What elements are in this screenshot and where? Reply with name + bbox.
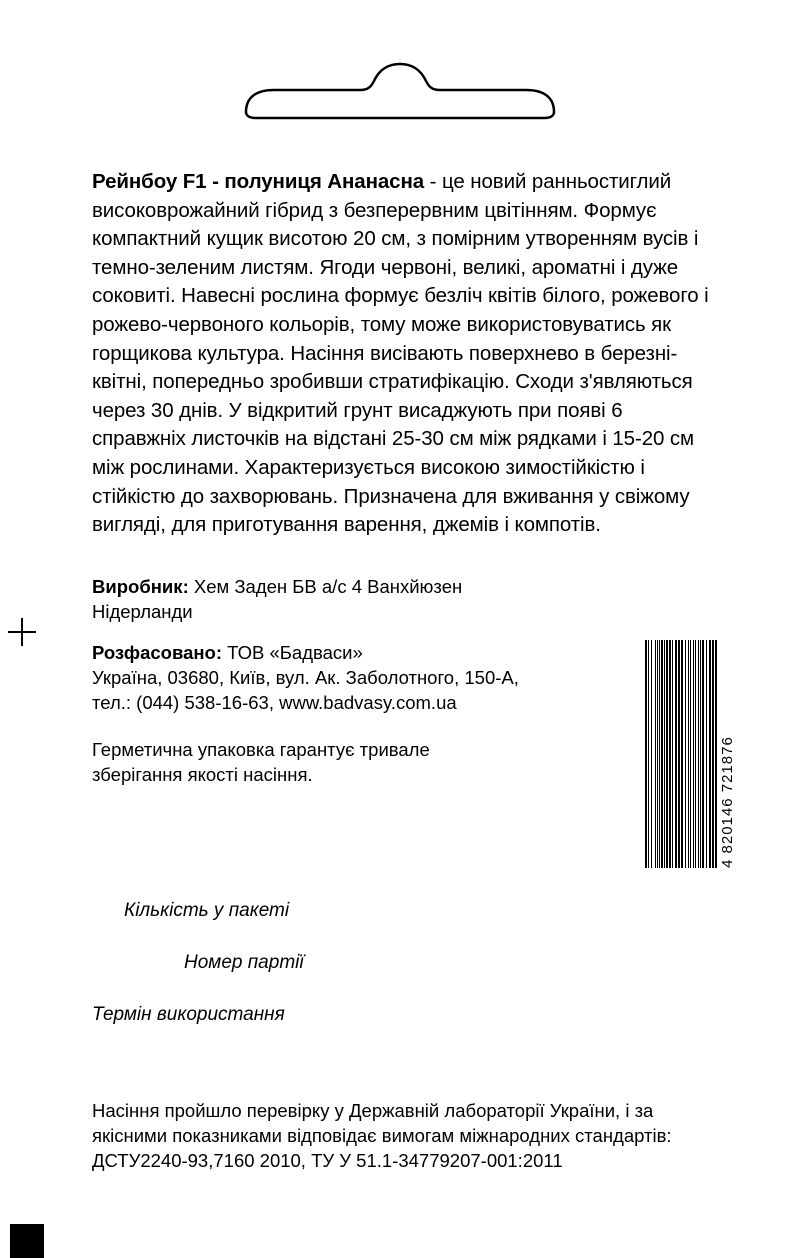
- writable-fields: [92, 898, 720, 1028]
- footer-line-1: Насіння пройшло перевірку у Державній лабораторії України, і за: [92, 1100, 654, 1121]
- guarantee-block: [92, 737, 552, 787]
- field-quantity-label: Кількість у пакеті: [124, 900, 290, 921]
- description-block: [92, 168, 720, 787]
- producer-label: Виробник:: [92, 575, 189, 597]
- guarantee-line-1: Герметична упаковка гарантує тривале: [92, 738, 430, 760]
- producer-row: [92, 574, 572, 624]
- footer-line-2: якісними показниками відповідає вимогам міжнародних стандартів:: [92, 1125, 672, 1146]
- packer-row: [92, 640, 572, 715]
- print-registration-square: [10, 1224, 44, 1258]
- barcode: [645, 640, 735, 890]
- company-info-block: [92, 574, 572, 715]
- product-description-body: - це новий ранньостиглий високоврожайний гібрид з безперервним цвітінням. Формує компактний кущик висотою 20 см, з помірним утворенням вусів і темно-зеленим листям. Ягоди червоні, великі, ароматні і дуже соковиті. Навесні рослина формує безліч квітів білого, рожевого і рожево-червоного кольорів, тому може використовуватись як горщикова культура. Насіння висівають поверхнево в березні-квітні, попередньо зробивши стратифікацію. Сходи з'являються через 30 днів. У відкритий грунт висаджують при появі 6 справжніх листочків на відстані 25-30 см між рядками і 15-20 см між рослинами. Характеризується високою зимостійкістю і стійкістю до захворювань. Призначена для вживання у свіжому вигляді, для приготування варення, джемів і компотів.: [92, 170, 709, 537]
- product-title: Рейнбоу F1 - полуниця Ананасна: [92, 170, 425, 193]
- packer-label: Розфасовано:: [92, 641, 223, 663]
- barcode-number: 4 820146 721876: [719, 736, 736, 868]
- barcode-bars: [645, 640, 717, 868]
- product-description: [92, 168, 720, 540]
- packer-line: [92, 640, 572, 665]
- guarantee-line-2: зберігання якості насіння.: [92, 763, 313, 785]
- field-batch-label: Номер партії: [184, 952, 304, 973]
- producer-value: Хем Заден БВ а/с 4 Ванхйюзен: [188, 575, 463, 597]
- packer-contact: тел.: (044) 538-16-63, www.badvasy.com.ua: [92, 691, 457, 713]
- field-expiry-label: Термін використання: [92, 1004, 285, 1025]
- producer-line: [92, 574, 572, 599]
- producer-country: Нідерланди: [92, 600, 193, 622]
- packer-address: Україна, 03680, Київ, вул. Ак. Заболотного, 150-А,: [92, 666, 519, 688]
- standards-footer: [92, 1098, 732, 1173]
- registration-cross-icon: [8, 618, 36, 646]
- hanger-hole: [0, 60, 800, 120]
- footer-line-3: ДСТУ2240-93,7160 2010, ТУ У 51.1-34779207-001:2011: [92, 1150, 563, 1171]
- packer-value: ТОВ «Бадваси»: [222, 641, 363, 663]
